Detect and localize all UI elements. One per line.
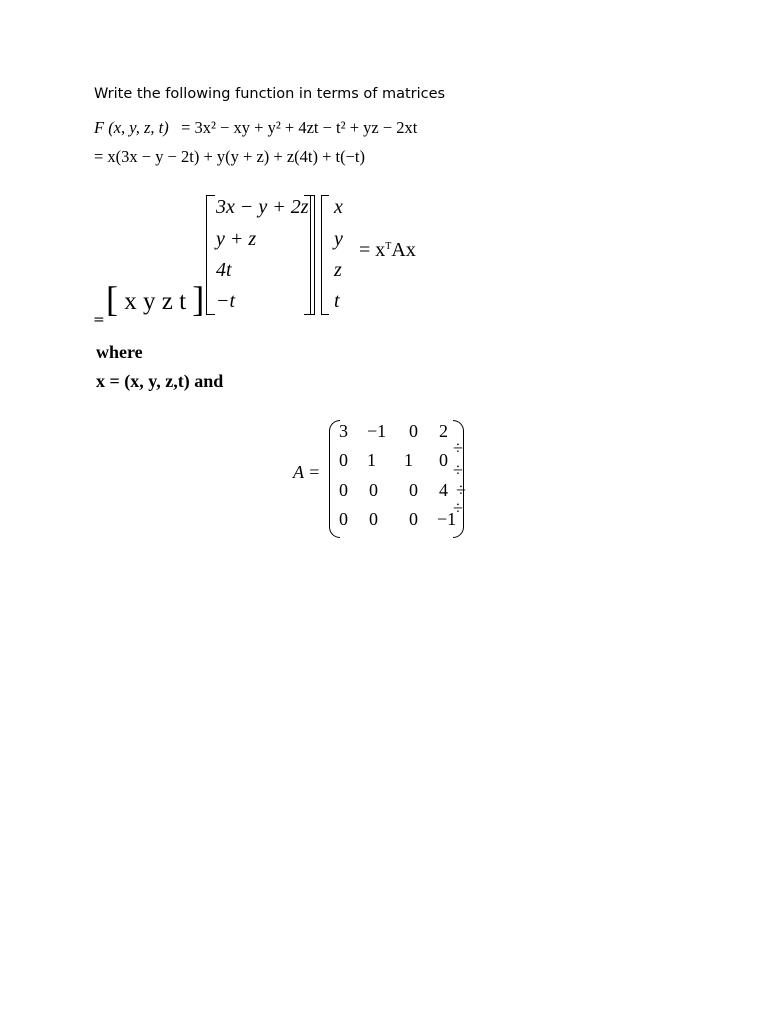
- matrix-a-cell: −1: [367, 421, 387, 441]
- matrix-a-cell: 0: [339, 450, 348, 470]
- quadratic-form-result: [359, 239, 416, 262]
- matrix-a-cell: 0: [409, 421, 418, 441]
- matrix-a-cell: 2: [439, 421, 448, 441]
- where-label: where: [96, 342, 143, 362]
- row-vector: [106, 276, 204, 318]
- result-prefix: = x: [359, 239, 386, 261]
- function-name: F: [94, 118, 105, 137]
- matrix-a-cell: 0: [369, 509, 378, 529]
- intro-text: Write the following function in terms of matrices: [94, 86, 446, 102]
- column-entry-2: y + z: [216, 228, 257, 250]
- column-entry-3: 4t: [216, 259, 232, 281]
- x-definition: x = (x, y, z,t) and: [96, 371, 224, 391]
- matrix-a-row-tail: ÷: [456, 480, 466, 500]
- matrix-a-cell: 0: [339, 480, 348, 500]
- function-rhs: = 3x² − xy + y² + 4zt − t² + yz − 2xt: [181, 118, 418, 137]
- vector-entry-y: y: [334, 228, 343, 250]
- vector-left-bracket: [321, 195, 329, 315]
- matrix-a-cell: 0: [439, 450, 448, 470]
- right-bracket-glyph: ]: [192, 279, 205, 319]
- equation-line-1: [94, 118, 417, 138]
- vector-entry-x: x: [334, 196, 343, 218]
- matrix-a-cell: 1: [404, 450, 413, 470]
- matrix-a-cell: 0: [339, 509, 348, 529]
- transpose-sup: T: [385, 241, 392, 252]
- vector-entry-t: t: [334, 290, 340, 312]
- column-entry-1: 3x − y + 2z: [216, 196, 309, 218]
- column-matrix-left-bracket: [206, 195, 215, 315]
- matrix-a-cell: 1: [367, 450, 376, 470]
- matrix-a-row-tail: ÷: [453, 498, 463, 518]
- matrix-a-row-tail: ÷: [453, 460, 463, 480]
- matrix-a-label: A =: [293, 462, 321, 482]
- equation-line-2: = x(3x − y − 2t) + y(y + z) + z(4t) + t(−t): [94, 147, 366, 166]
- lone-equals: =: [93, 312, 105, 328]
- matrix-a-cell: 0: [369, 480, 378, 500]
- matrix-a-cell: 4: [439, 480, 448, 500]
- function-args: (x, y, z, t): [108, 118, 169, 137]
- left-bracket-glyph: [: [106, 279, 118, 319]
- column-entry-4: −t: [216, 290, 236, 312]
- matrix-a-cell: 3: [339, 421, 348, 441]
- matrix-a-cell: 0: [409, 509, 418, 529]
- result-tail: Ax: [391, 239, 416, 261]
- row-vector-entries: x y z t: [124, 288, 187, 315]
- matrix-a-cell: −1: [437, 509, 457, 529]
- matrix-a-cell: 0: [409, 480, 418, 500]
- vector-entry-z: z: [334, 259, 342, 281]
- matrix-a-row-tail: ÷: [453, 438, 463, 458]
